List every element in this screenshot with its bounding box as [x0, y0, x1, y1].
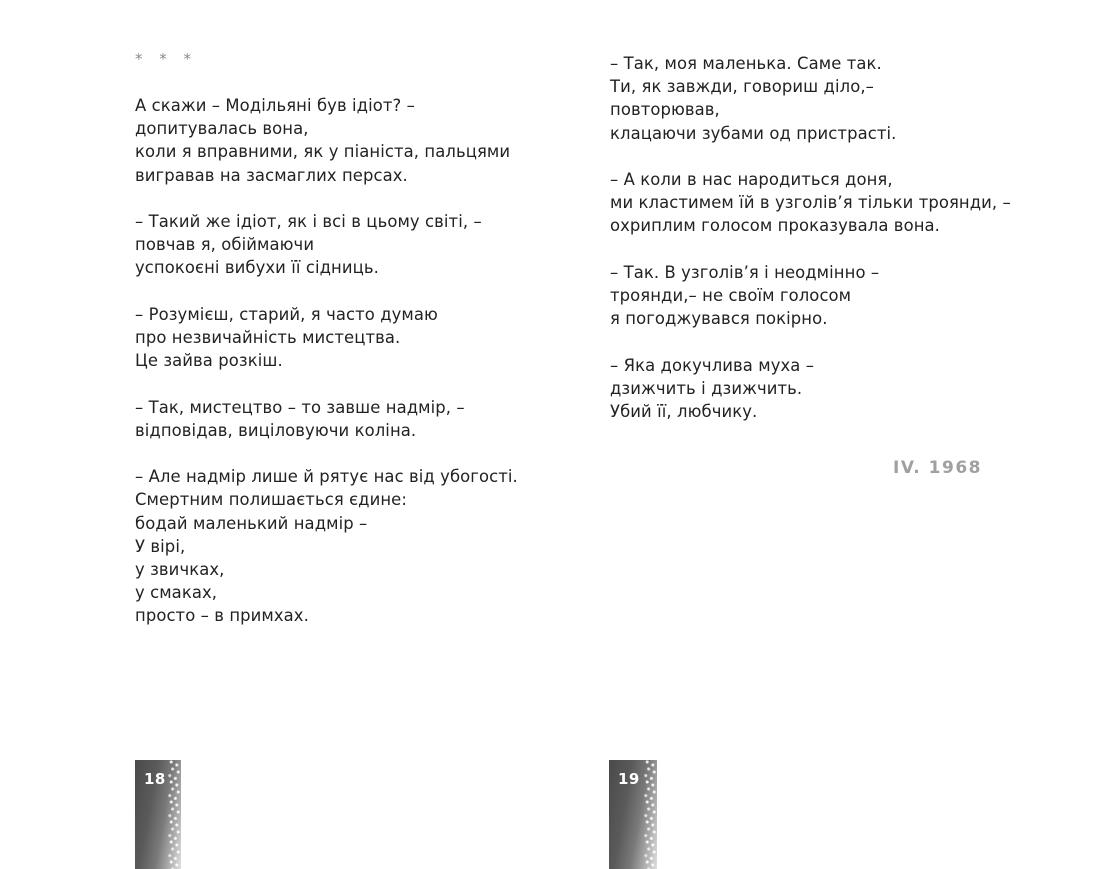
poem-line: – Так, мистецтво – то завше надмір, – [135, 397, 465, 417]
poem-date: IV. 1968 [893, 458, 982, 478]
poem-line: – Але надмір лише й рятує нас від убогості. [135, 467, 518, 487]
poem-line: повторював, [610, 100, 720, 120]
stanza [610, 261, 1011, 331]
page-number: 18 [144, 770, 166, 788]
poem-line: клацаючи зубами од пристрасті. [610, 123, 897, 143]
poem-line: відповідав, виціловуючи коліна. [135, 420, 417, 440]
poem-line: троянди,– не своїм голосом [610, 286, 852, 305]
stanza [610, 52, 1011, 145]
poem-line: ми кластимем їй в узголів’я тільки троянди, – [610, 193, 1011, 213]
stanza [135, 396, 518, 442]
poem-line: бодай маленький надмір – [135, 513, 368, 533]
stanza [610, 168, 1011, 238]
page-number-tab [609, 760, 657, 869]
poem-line: охриплим голосом проказувала вона. [610, 216, 940, 236]
poem-line: про незвичайність мистецтва. [135, 328, 401, 347]
poem-line: А скажи – Модільяні був ідіот? – [135, 96, 415, 115]
poem-line: – Так. В узголів’я і неодмінно – [610, 262, 880, 282]
poem-text-right [610, 52, 1011, 446]
poem-line: – Такий же ідіот, як і всі в цьому світі, – [135, 212, 482, 231]
page-number: 19 [618, 770, 640, 788]
poem-line: вигравав на засмаглих персах. [135, 165, 408, 185]
poem-line: допитувалась вона, [135, 119, 309, 139]
poem-line: Смертним полишається єдине: [135, 490, 407, 510]
page-number-tab [135, 760, 181, 869]
poem-line: повчав я, обіймаючи [135, 235, 315, 255]
poem-line: успокоєні вибухи її сідниць. [135, 258, 379, 278]
poem-line: просто – в примхах. [135, 606, 309, 626]
poem-line: Це зайва розкіш. [135, 351, 283, 371]
poem-line: Ти, як завжди, говориш діло,– [610, 77, 874, 97]
poem-line: коли я вправними, як у піаніста, пальцями [135, 142, 511, 162]
poem-line: Убий її, любчику. [610, 402, 758, 421]
stanza [135, 94, 518, 187]
poem-text-left [135, 94, 518, 651]
poem-line: – А коли в нас народиться доня, [610, 170, 893, 189]
poem-line: дзижчить і дзижчить. [610, 378, 803, 398]
poem-line: – Розумієш, старий, я часто думаю [135, 304, 438, 324]
stanza [135, 465, 518, 627]
section-separator: * * * [135, 50, 198, 68]
stanza [135, 303, 518, 373]
stanza [610, 354, 1011, 424]
poem-line: у смаках, [135, 583, 218, 603]
poem-line: – Яка докучлива муха – [610, 355, 815, 375]
right-page [552, 0, 1105, 869]
left-page [0, 0, 552, 869]
poem-line: у звичках, [135, 560, 225, 579]
stanza [135, 210, 518, 280]
poem-line: У вірі, [135, 536, 186, 556]
poem-line: – Так, моя маленька. Саме так. [610, 54, 882, 73]
poem-line: я погоджувався покірно. [610, 309, 828, 329]
